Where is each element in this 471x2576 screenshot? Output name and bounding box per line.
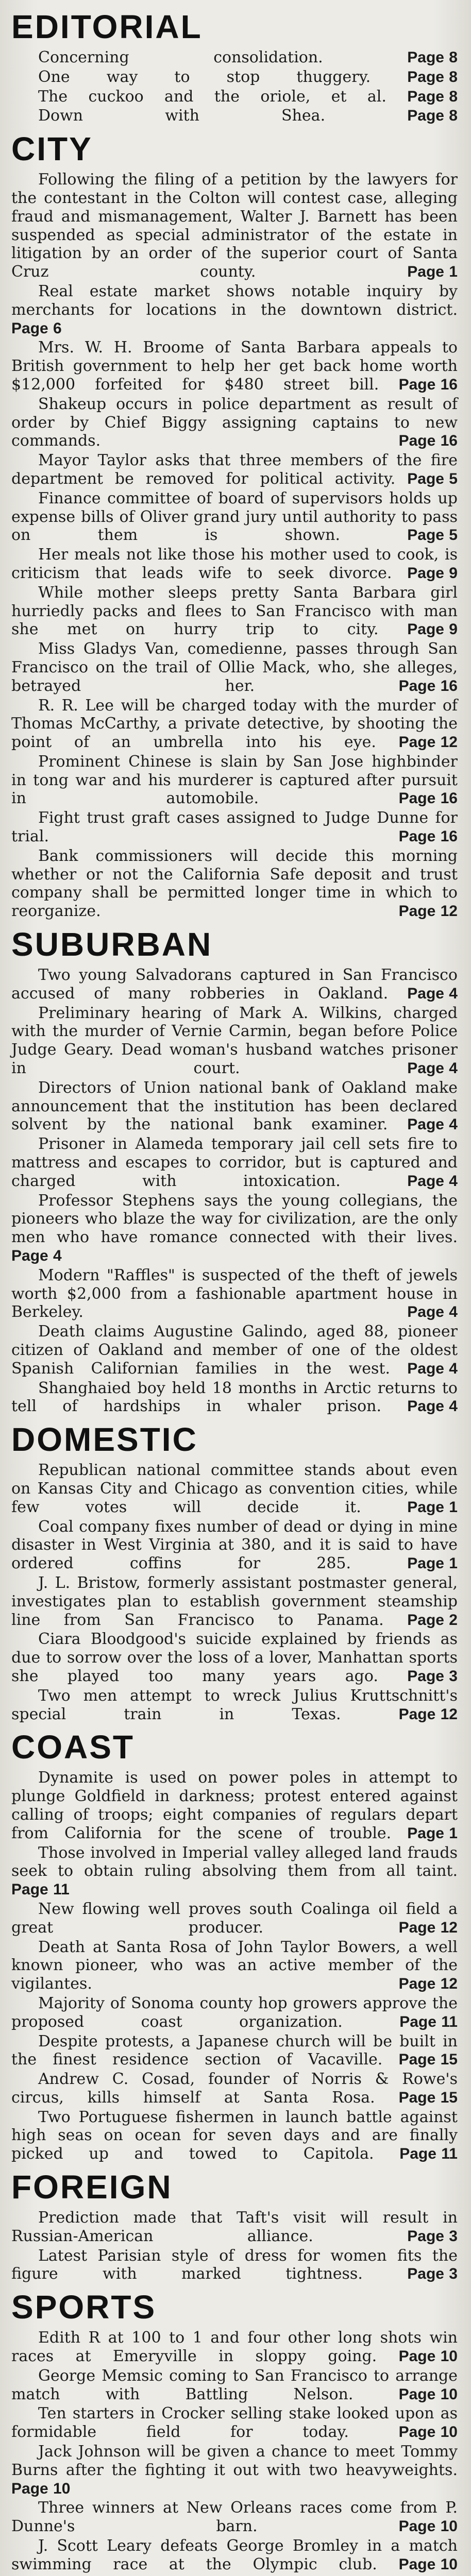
page-reference[interactable]: Page 1 [407, 1824, 458, 1842]
news-item [11, 2209, 458, 2246]
news-item-text: Concerning consolidation. [38, 48, 323, 66]
page-reference[interactable]: Page 16 [398, 790, 458, 807]
news-item [11, 88, 458, 106]
page-reference[interactable]: Page 1 [407, 1555, 458, 1572]
news-item [11, 1379, 458, 1416]
news-item [11, 48, 458, 67]
news-item [11, 1630, 458, 1685]
section-domestic [11, 1418, 458, 1723]
news-item [11, 1769, 458, 1842]
news-item-text: Preliminary hearing of Mark A. Wilkins, charged with the murder of Vernie Carmin, began before Police Judge Geary. Dead woman's husband watches prisoner in court. [11, 1004, 458, 1078]
page-reference[interactable]: Page 15 [398, 2089, 458, 2106]
news-item [11, 1323, 458, 1378]
news-item-text: Finance committee of board of supervisors holds up expense bills of Oliver grand jury until authority to pass on them is shown. [11, 489, 458, 545]
news-item-text: The cuckoo and the oriole, et al. [38, 87, 386, 106]
news-item-text: Two young Salvadorans captured in San Francisco accused of many robberies in Oakland. [11, 966, 458, 1003]
page-reference[interactable]: Page 5 [407, 470, 458, 487]
page-reference[interactable]: Page 12 [398, 903, 458, 920]
news-item [11, 1687, 458, 1724]
news-item-text: Two men attempt to wreck Julius Kruttschnitt's special train in Texas. [11, 1686, 458, 1723]
news-item [11, 395, 458, 450]
news-item [11, 107, 458, 125]
news-item [11, 2032, 458, 2070]
section-suburban [11, 923, 458, 1416]
news-item-text: Dynamite is used on power poles in attempt to plunge Goldfield in darkness; protest entered against calling of troops; eight companies of regulars depart from California for the scene of trouble. [11, 1769, 458, 1842]
page-reference[interactable]: Page 10 [398, 2518, 458, 2535]
news-item [11, 451, 458, 488]
page-reference[interactable]: Page 11 [399, 2013, 458, 2030]
page-reference[interactable]: Page 16 [398, 828, 458, 845]
news-item [11, 847, 458, 921]
news-item [11, 2247, 458, 2284]
section-sports [11, 2285, 458, 2573]
news-item-text: Modern "Raffles" is suspected of the theft of jewels worth $2,000 from a fashionable apartment house in Berkeley. [11, 1266, 458, 1321]
news-item-text: Prominent Chinese is slain by San Jose highbinder in tong war and his murderer is captured after pursuit in automobile. [11, 752, 458, 808]
news-item-text: Shanghaied boy held 18 months in Arctic returns to tell of hardships in whaler prison. [11, 1379, 458, 1416]
news-item [11, 282, 458, 337]
news-item [11, 1574, 458, 1629]
news-item [11, 2367, 458, 2404]
news-item-text: New flowing well proves south Coalinga oil field a great producer. [11, 1900, 458, 1937]
page-reference[interactable]: Page 10 [398, 2424, 458, 2441]
page-reference[interactable]: Page 9 [407, 564, 458, 582]
news-item-text: Republican national committee stands about even on Kansas City and Chicago as convention cities, while few votes will decide it. [11, 1461, 458, 1516]
page-reference[interactable]: Page 5 [407, 527, 458, 544]
page-reference[interactable]: Page 3 [407, 1667, 458, 1685]
section-heading: COAST [11, 1728, 134, 1766]
news-item [11, 1844, 458, 1899]
page-reference[interactable]: Page 4 [407, 985, 458, 1002]
news-item [11, 1266, 458, 1321]
section-heading: SPORTS [11, 2289, 157, 2326]
page-reference[interactable]: Page 16 [398, 677, 458, 694]
section-coast [11, 1725, 458, 2163]
news-item [11, 1994, 458, 2031]
section-heading: EDITORIAL [11, 8, 203, 45]
page-reference[interactable]: Page 8 [407, 88, 458, 105]
news-item [11, 171, 458, 281]
news-item [11, 1192, 458, 1265]
news-item [11, 1461, 458, 1516]
page-reference[interactable]: Page 8 [407, 68, 458, 86]
page-reference[interactable]: Page 4 [407, 1172, 458, 1190]
news-item [11, 2537, 458, 2574]
news-item-text: J. Scott Leary defeats George Bromley in a match swimming race at the Olympic club. [11, 2537, 458, 2573]
page-reference[interactable]: Page 10 [11, 2480, 71, 2497]
news-item [11, 2108, 458, 2163]
page-reference[interactable]: Page 12 [398, 734, 458, 751]
news-item-text: Coal company fixes number of dead or dying in mine disaster in West Virginia at 380, and it is said to have ordered coffins for 285. [11, 1517, 458, 1573]
news-item-text: Death at Santa Rosa of John Taylor Bowers, a well known pioneer, who was an active member of the vigilantes. [11, 1938, 458, 1993]
news-item-text: Following the filing of a petition by the lawyers for the contestant in the Colton will contest case, alleging fraud and mismanagement, Walter J. Barnett has been suspended as special administrator of the estate in litigation by an order of the superior court of Santa Cruz county. [11, 171, 458, 281]
news-item-text: Those involved in Imperial valley alleged land frauds seek to obtain ruling absolving them from all taint. [11, 1843, 458, 1880]
news-item-text: Prediction made that Taft's visit will result in Russian-American alliance. [11, 2209, 458, 2245]
page-reference[interactable]: Page 12 [398, 1975, 458, 1993]
news-item-text: George Memsic coming to San Francisco to arrange match with Battling Nelson. [11, 2366, 458, 2403]
news-item-text: Real estate market shows notable inquiry by merchants for locations in the downtown district. [11, 282, 458, 319]
news-item [11, 1004, 458, 1078]
section-city [11, 127, 458, 921]
news-item [11, 2070, 458, 2107]
news-item-text: R. R. Lee will be charged today with the murder of Thomas McCarthy, a private detective, by shooting the point of an umbrella into his eye. [11, 696, 458, 752]
news-item [11, 1079, 458, 1134]
news-item-text: Edith R at 100 to 1 and four other long shots win races at Emeryville in sloppy going. [11, 2329, 458, 2366]
news-item [11, 809, 458, 846]
news-item [11, 753, 458, 808]
page-reference[interactable]: Page 6 [11, 319, 62, 337]
section-editorial [11, 5, 458, 125]
page-reference[interactable]: Page 9 [407, 621, 458, 638]
news-item-text: Shakeup occurs in police department as result of order by Chief Biggy assigning captains to new commands. [11, 395, 458, 450]
page-reference[interactable]: Page 4 [407, 1060, 458, 1077]
page-reference[interactable]: Page 4 [407, 1398, 458, 1415]
news-item-text: Mayor Taylor asks that three members of the fire department be removed for political activity. [11, 451, 458, 488]
news-item-text: Prisoner in Alameda temporary jail cell sets fire to mattress and escapes to corridor, but is captured and charged with intoxication. [11, 1135, 458, 1190]
news-item [11, 584, 458, 639]
news-item [11, 338, 458, 394]
news-item-text: Ten starters in Crocker selling stake looked upon as formidable field for today. [11, 2404, 458, 2442]
news-item [11, 966, 458, 1003]
page-reference[interactable]: Page 10 [398, 2385, 458, 2403]
news-item-text: Directors of Union national bank of Oakland make announcement that the institution has been declared solvent by the national bank examiner. [11, 1078, 458, 1134]
section-heading: DOMESTIC [11, 1421, 198, 1459]
page-reference[interactable]: Page 1 [407, 1498, 458, 1516]
page-reference[interactable]: Page 8 [407, 49, 458, 66]
news-item-text: Professor Stephens says the young collegians, the pioneers who blaze the way for civilization, are the only men who have romance connected with their lives. [11, 1191, 458, 1247]
news-item [11, 1938, 458, 1993]
page-reference[interactable]: Page 4 [11, 1247, 62, 1265]
page-reference[interactable]: Page 8 [407, 107, 458, 125]
news-item [11, 489, 458, 545]
page-reference[interactable]: Page 15 [398, 2051, 458, 2069]
page-reference[interactable]: Page 2 [407, 1611, 458, 1629]
news-item-text: One way to stop thuggery. [38, 67, 371, 86]
news-item-text: Majority of Sonoma county hop growers approve the proposed coast organization. [11, 1994, 458, 2031]
page-reference[interactable]: Page 12 [398, 1919, 458, 1936]
news-item [11, 2499, 458, 2536]
news-item [11, 546, 458, 583]
news-item [11, 640, 458, 695]
section-foreign [11, 2165, 458, 2283]
news-item-text: Death claims Augustine Galindo, aged 88, pioneer citizen of Oakland and member of one of the oldest Spanish Californian families in the west. [11, 1323, 458, 1378]
news-item-text: Andrew C. Cosad, founder of Norris & Rowe's circus, kills himself at Santa Rosa. [11, 2070, 458, 2107]
section-heading: CITY [11, 130, 93, 168]
news-item [11, 2404, 458, 2442]
news-item-text: Fight trust graft cases assigned to Judge Dunne for trial. [11, 809, 458, 846]
news-item-text: Her meals not like those his mother used to cook, is criticism that leads wife to seek divorce. [11, 546, 458, 582]
news-item [11, 1135, 458, 1190]
news-item-text: Mrs. W. H. Broome of Santa Barbara appeals to British government to help her get back home worth $12,000 forfeited for $480 street bill. [11, 338, 458, 394]
news-item [11, 1900, 458, 1937]
page-reference[interactable]: Page 16 [398, 376, 458, 393]
page-reference[interactable]: Page 11 [399, 2145, 458, 2163]
page-reference[interactable]: Page 4 [407, 1303, 458, 1321]
news-item-text: Three winners at New Orleans races come from P. Dunne's barn. [11, 2499, 458, 2536]
news-item [11, 2443, 458, 2498]
page-reference[interactable]: Page 4 [407, 1116, 458, 1133]
section-heading: SUBURBAN [11, 926, 213, 963]
page-reference[interactable]: Page 16 [398, 432, 458, 450]
section-heading: FOREIGN [11, 2168, 173, 2206]
page-reference[interactable]: Page 3 [407, 2227, 458, 2245]
news-item-text: While mother sleeps pretty Santa Barbara girl hurriedly packs and flees to San Francisco with man she met on hurry trip to city. [11, 583, 458, 639]
news-item-text: Bank commissioners will decide this morning whether or not the California Safe deposit and trust company shall be permitted longer time in which to reorganize. [11, 846, 458, 921]
page-reference[interactable]: Page 12 [398, 1705, 458, 1723]
page-reference[interactable]: Page 3 [407, 2265, 458, 2283]
news-item-text: Jack Johnson will be given a chance to meet Tommy Burns after the fighting it out with two heavyweights. [11, 2443, 458, 2479]
news-item-text: Latest Parisian style of dress for women fits the figure with marked tightness. [11, 2246, 458, 2283]
page-reference[interactable]: Page 10 [398, 2555, 458, 2573]
news-item-text: Down with Shea. [38, 107, 326, 125]
news-item [11, 68, 458, 87]
page-reference[interactable]: Page 1 [407, 263, 458, 281]
news-item-text: Miss Gladys Van, comedienne, passes through San Francisco on the trail of Ollie Mack, who, she alleges, betrayed her. [11, 640, 458, 695]
page-reference[interactable]: Page 11 [11, 1881, 70, 1899]
news-item-text: Ciara Bloodgood's suicide explained by friends as due to sorrow over the loss of a lover, Manhattan sports she played too many years ago. [11, 1630, 458, 1685]
news-item-text: Despite protests, a Japanese church will be built in the finest residence section of Vacaville. [11, 2032, 458, 2069]
news-item [11, 1518, 458, 1573]
news-item [11, 2329, 458, 2366]
news-item-text: Two Portuguese fishermen in launch battle against high seas on ocean for seven days and are finally picked up and towed to Capitola. [11, 2108, 458, 2163]
page-reference[interactable]: Page 10 [398, 2348, 458, 2365]
news-item [11, 697, 458, 752]
page-reference[interactable]: Page 4 [407, 1360, 458, 1377]
news-item-text: J. L. Bristow, formerly assistant postmaster general, investigates plan to establish government steamship line from San Francisco to Panama. [11, 1573, 458, 1629]
